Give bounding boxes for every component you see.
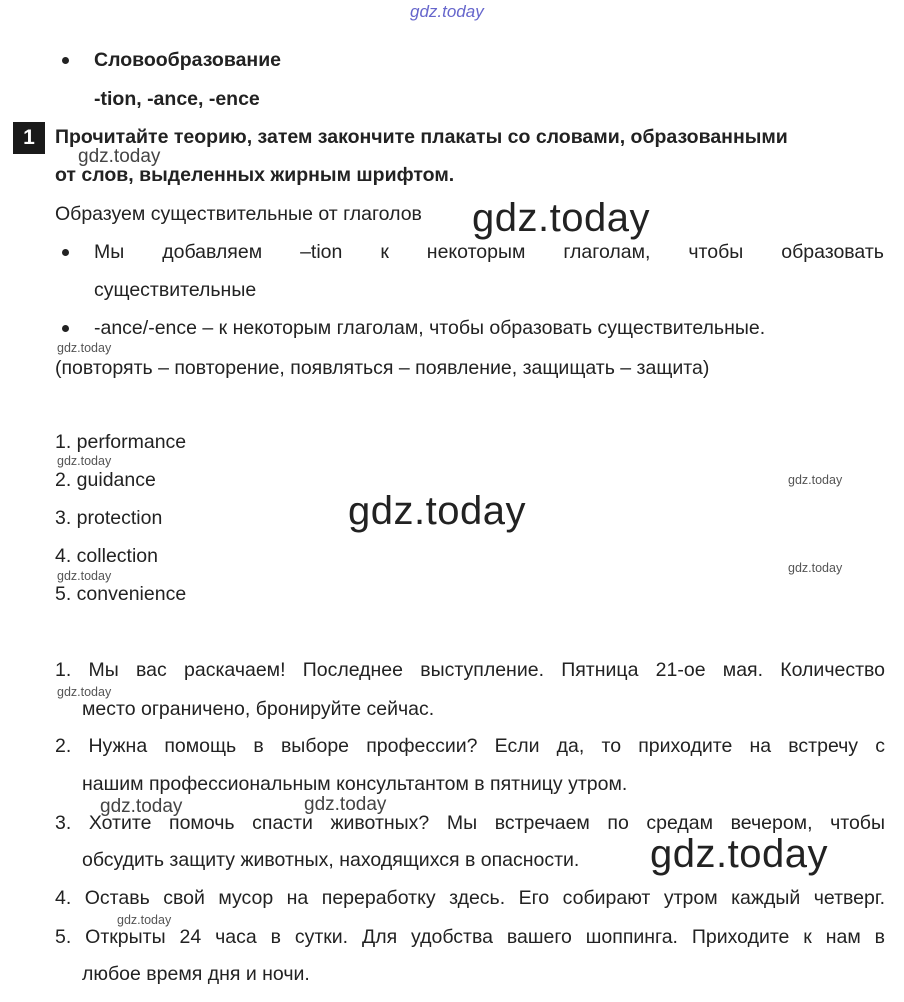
section-suffixes: -tion, -ance, -ence: [94, 88, 260, 110]
watermark: gdz.today: [100, 796, 183, 817]
watermark: gdz.today: [650, 832, 828, 876]
watermark: gdz.today: [57, 685, 112, 699]
translation-4-line1: 4. Оставь свой мусор на переработку здесь. Его собирают утром каждый четверг.: [55, 887, 885, 909]
bullet-dot: [62, 325, 69, 332]
word: глаголам,: [563, 241, 651, 263]
answer-item: 3. protection: [55, 507, 163, 529]
translation-3-line2: обсудить защиту животных, находящихся в опасности.: [82, 849, 580, 871]
section-title: Словообразование: [94, 49, 282, 71]
task-instruction-line1: Прочитайте теорию, затем закончите плакаты со словами, образованными: [55, 126, 788, 148]
translation-3-line1: 3. Хотите помочь спасти животных? Мы встречаем по средам вечером, чтобы: [55, 812, 885, 834]
watermark: gdz.today: [78, 146, 161, 167]
answer-item: 1. performance: [55, 431, 187, 453]
watermark: gdz.today: [57, 454, 112, 468]
answer-item: 5. convenience: [55, 583, 187, 605]
task-instruction-line2: от слов, выделенных жирным шрифтом.: [55, 164, 455, 186]
theory-examples: (повторять – повторение, появляться – появление, защищать – защита): [55, 357, 710, 379]
translation-1-line1: 1. Мы вас раскачаем! Последнее выступление. Пятница 21-ое мая. Количество: [55, 659, 885, 681]
theory-bullet1-line1: [94, 240, 884, 264]
watermark: gdz.today: [788, 561, 843, 575]
word: к: [380, 241, 389, 263]
watermark: gdz.today: [472, 196, 650, 240]
translation-2-line1: 2. Нужна помощь в выборе профессии? Если да, то приходите на встречу с: [55, 735, 885, 757]
translation-2-line2: нашим профессиональным консультантом в пятницу утром.: [82, 773, 628, 795]
watermark: gdz.today: [57, 569, 112, 583]
watermark: gdz.today: [788, 473, 843, 487]
watermark-top: gdz.today: [410, 2, 484, 21]
word: чтобы: [688, 241, 744, 263]
answer-item: 2. guidance: [55, 469, 156, 491]
word: добавляем: [162, 241, 263, 263]
watermark: gdz.today: [348, 489, 526, 533]
translation-1-line2: место ограничено, бронируйте сейчас.: [82, 698, 435, 720]
watermark: gdz.today: [304, 794, 387, 815]
translation-5-line1: 5. Открыты 24 часа в сутки. Для удобства вашего шоппинга. Приходите к нам в: [55, 926, 885, 948]
bullet-dot: [62, 249, 69, 256]
word: некоторым: [426, 241, 526, 263]
theory-intro: Образуем существительные от глаголов: [55, 203, 422, 225]
word: образовать: [781, 241, 884, 263]
watermark: gdz.today: [57, 341, 112, 355]
task-number-badge: 1: [13, 122, 45, 154]
word: –tion: [300, 241, 343, 263]
bullet-dot: [62, 57, 69, 64]
watermark: gdz.today: [117, 913, 172, 927]
word: Мы: [94, 241, 125, 263]
theory-bullet1-line2: существительные: [94, 279, 257, 301]
translation-5-line2: любое время дня и ночи.: [82, 963, 310, 985]
answer-item: 4. collection: [55, 545, 158, 567]
theory-bullet2: -ance/-ence – к некоторым глаголам, чтобы образовать существительные.: [94, 317, 766, 339]
